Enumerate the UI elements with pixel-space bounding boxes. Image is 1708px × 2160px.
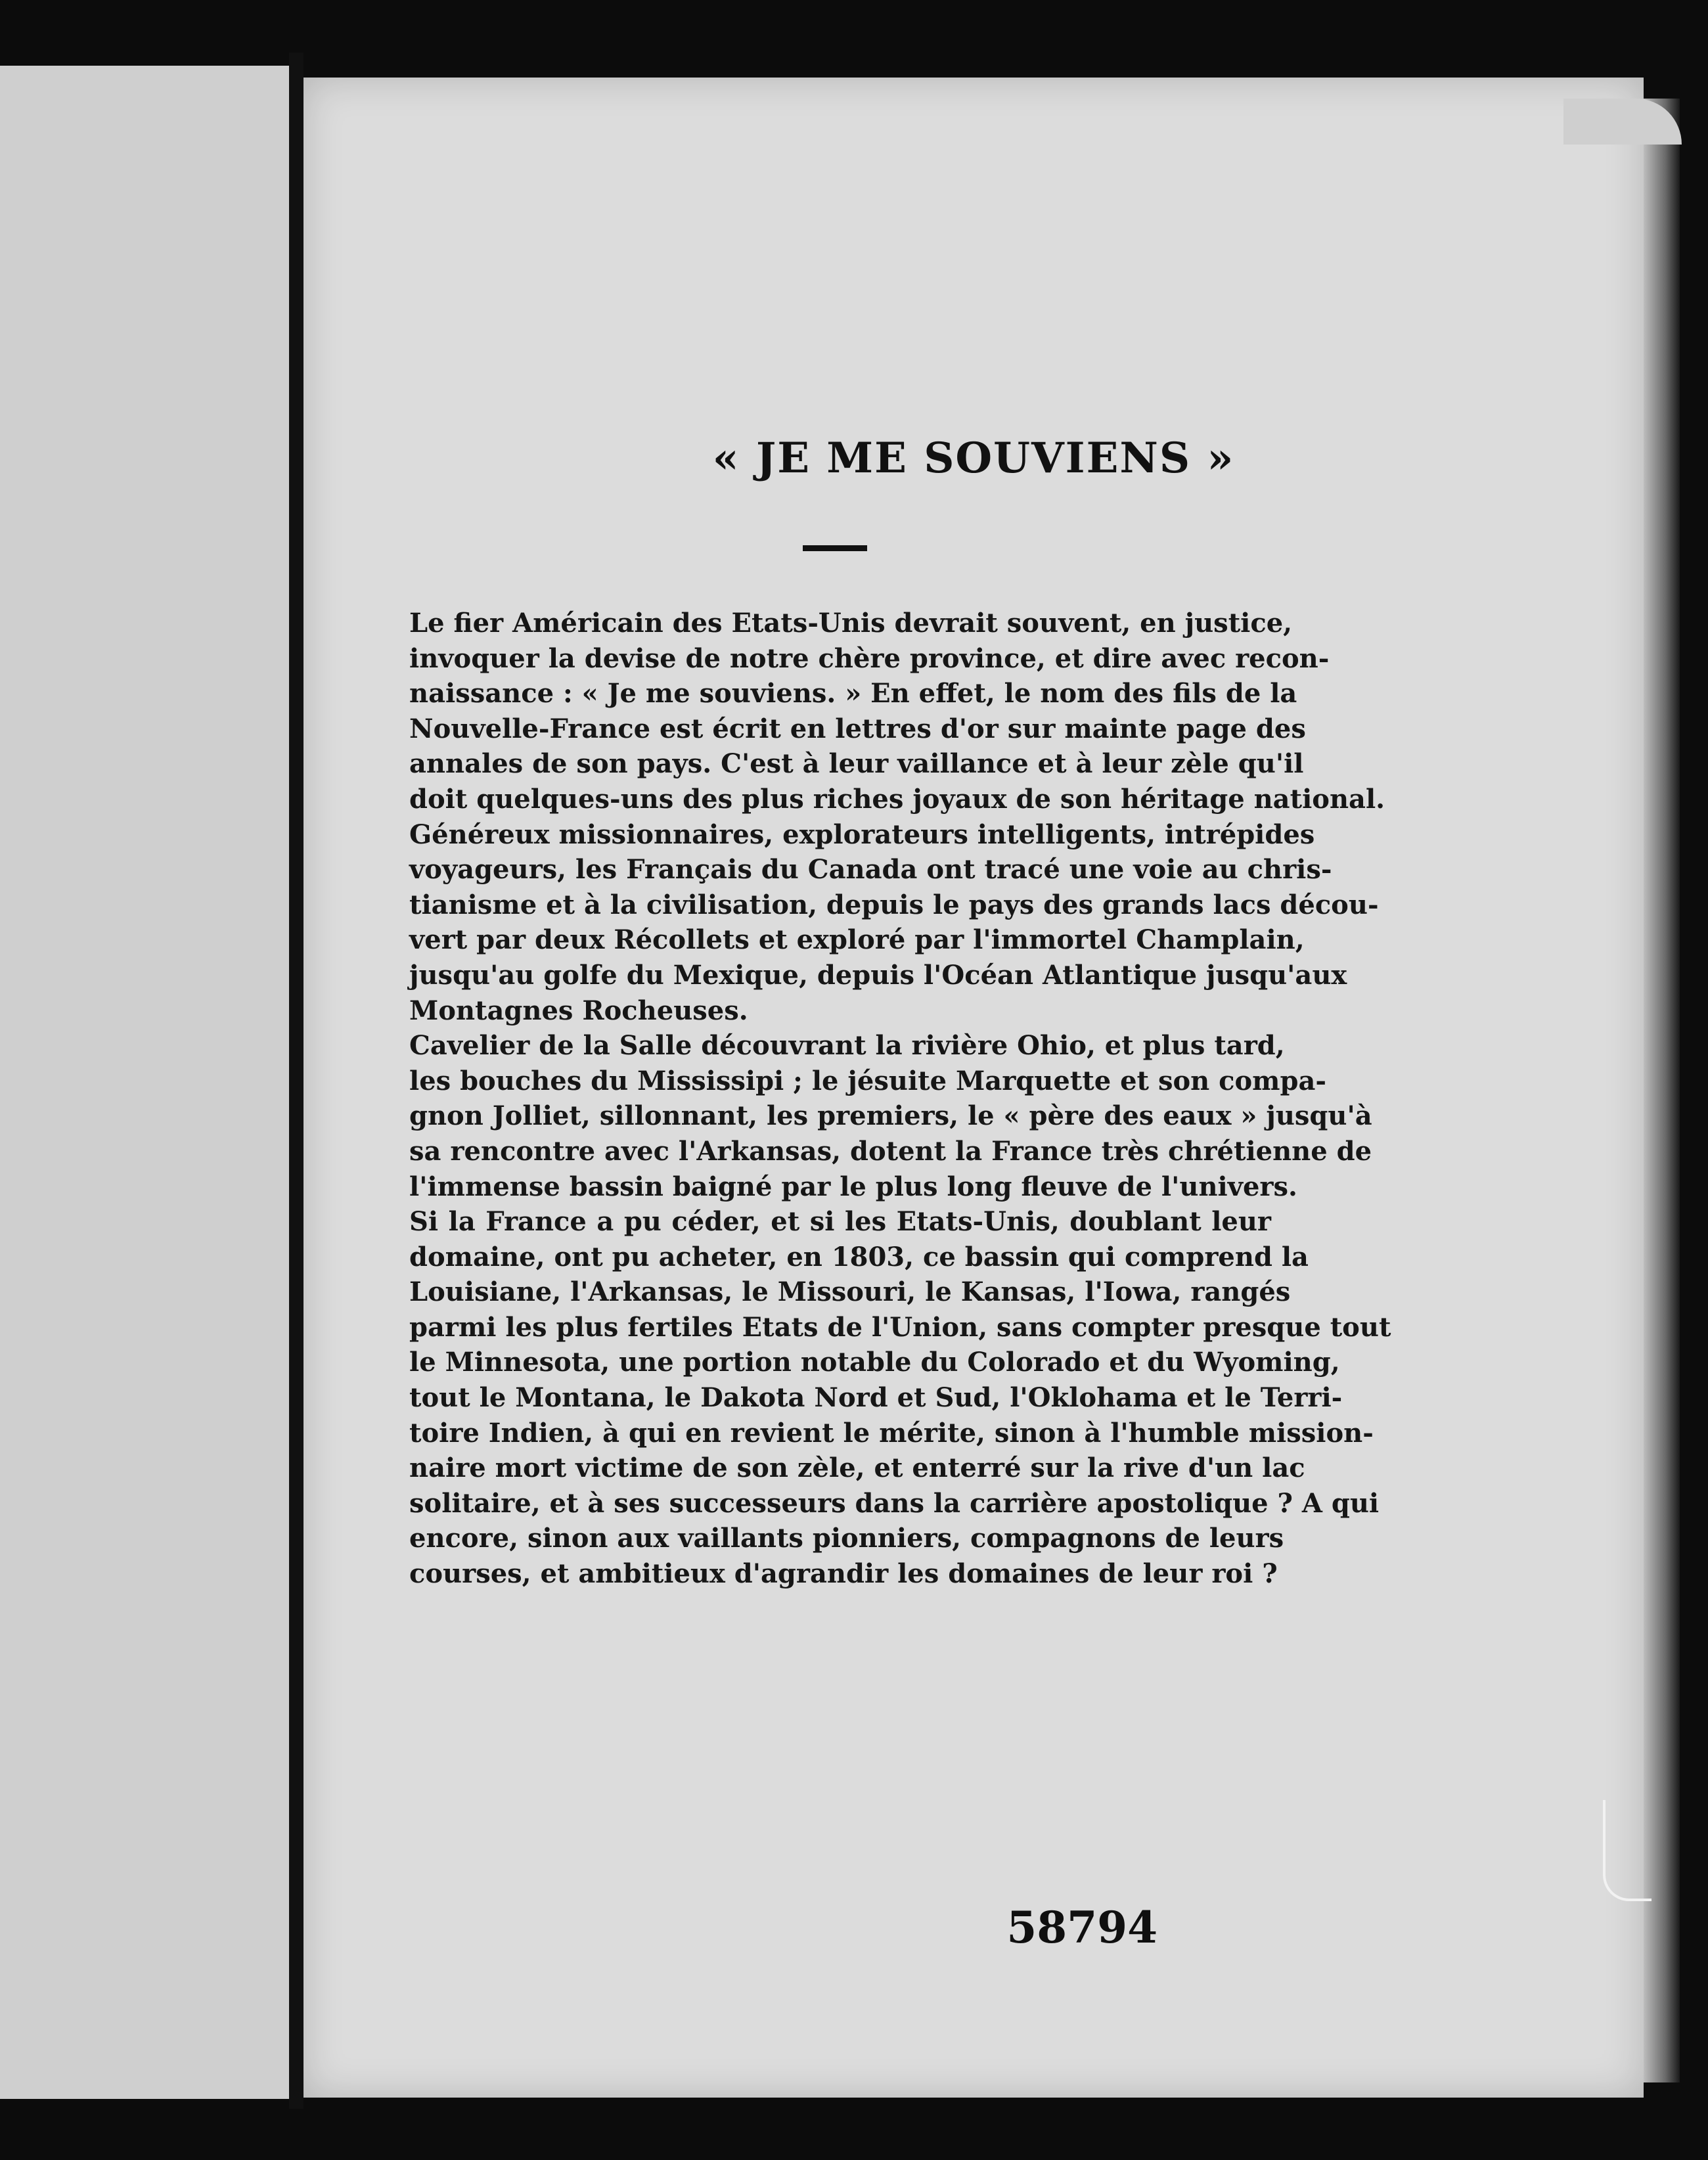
paragraph [371,817,1379,1029]
text-line: Cavelier de la Salle découvrant la rivière Ohio, et plus tard, [409,1030,1285,1062]
text-line: solitaire, et à ses successeurs dans la carrière apostolique ? A qui [409,1487,1380,1519]
text-line: Montagnes Rocheuses. [409,995,748,1026]
text-line: parmi les plus fertiles Etats de l'Union, sans compter presque tout [409,1311,1391,1343]
text-line: naire mort victime de son zèle, et enterré sur la rive d'un lac [409,1452,1305,1484]
text-line: gnon Jolliet, sillonnant, les premiers, le « père des eaux » jusqu'à [409,1100,1372,1132]
text-line: toire Indien, à qui en revient le mérite, sinon à l'humble mission- [409,1417,1374,1449]
text-line: tianisme et à la civilisation, depuis le pays des grands lacs décou- [409,889,1379,920]
title-rule [803,545,867,551]
paragraph [371,1204,1391,1592]
text-line: annales de son pays. C'est à leur vaillance et à leur zèle qu'il [409,748,1304,780]
text-line: l'immense bassin baigné par le plus long fleuve de l'univers. [409,1171,1297,1202]
text-line: tout le Montana, le Dakota Nord et Sud, l'Oklohama et le Terri- [409,1382,1343,1414]
text-line: le Minnesota, une portion notable du Colorado et du Wyoming, [409,1347,1340,1378]
text-line: Nouvelle-France est écrit en lettres d'or sur mainte page des [409,713,1306,744]
paragraph [371,1028,1372,1204]
page-title: « JE ME SOUVIENS » [712,434,1235,483]
paragraph [371,606,1385,817]
text-line: doit quelques-uns des plus riches joyaux de son héritage national. [409,783,1385,815]
scan-mark [1603,1800,1652,1901]
text-line: les bouches du Mississipi ; le jésuite Marquette et son compa- [409,1065,1326,1096]
text-line: Louisiane, l'Arkansas, le Missouri, le Kansas, l'Iowa, rangés [409,1276,1291,1308]
page-edge-shadow [1644,99,1680,2082]
stamp-number: 58794 [1006,1902,1157,1953]
body-text [371,606,1391,1592]
text-line: sa rencontre avec l'Arkansas, dotent la France très chrétienne de [409,1135,1372,1167]
text-line: Le fier Américain des Etats-Unis devrait souvent, en justice, [409,608,1293,639]
text-line: jusqu'au golfe du Mexique, depuis l'Océan Atlantique jusqu'aux [409,959,1347,991]
left-page-margin [0,66,299,2099]
text-line: vert par deux Récollets et exploré par l'immortel Champlain, [409,924,1305,956]
text-line: courses, et ambitieux d'agrandir les domaines de leur roi ? [409,1558,1278,1590]
text-line: naissance : « Je me souviens. » En effet, le nom des fils de la [409,678,1297,709]
text-line: encore, sinon aux vaillants pionniers, compagnons de leurs [409,1523,1284,1554]
text-line: invoquer la devise de notre chère province, et dire avec recon- [409,642,1330,674]
text-line: Généreux missionnaires, explorateurs intelligents, intrépides [409,819,1315,850]
text-line: domaine, ont pu acheter, en 1803, ce bassin qui comprend la [409,1241,1309,1272]
book-gutter [289,53,303,2109]
text-line: Si la France a pu céder, et si les Etats-Unis, doublant leur [409,1206,1271,1238]
text-line: voyageurs, les Français du Canada ont tracé une voie au chris- [409,854,1332,886]
